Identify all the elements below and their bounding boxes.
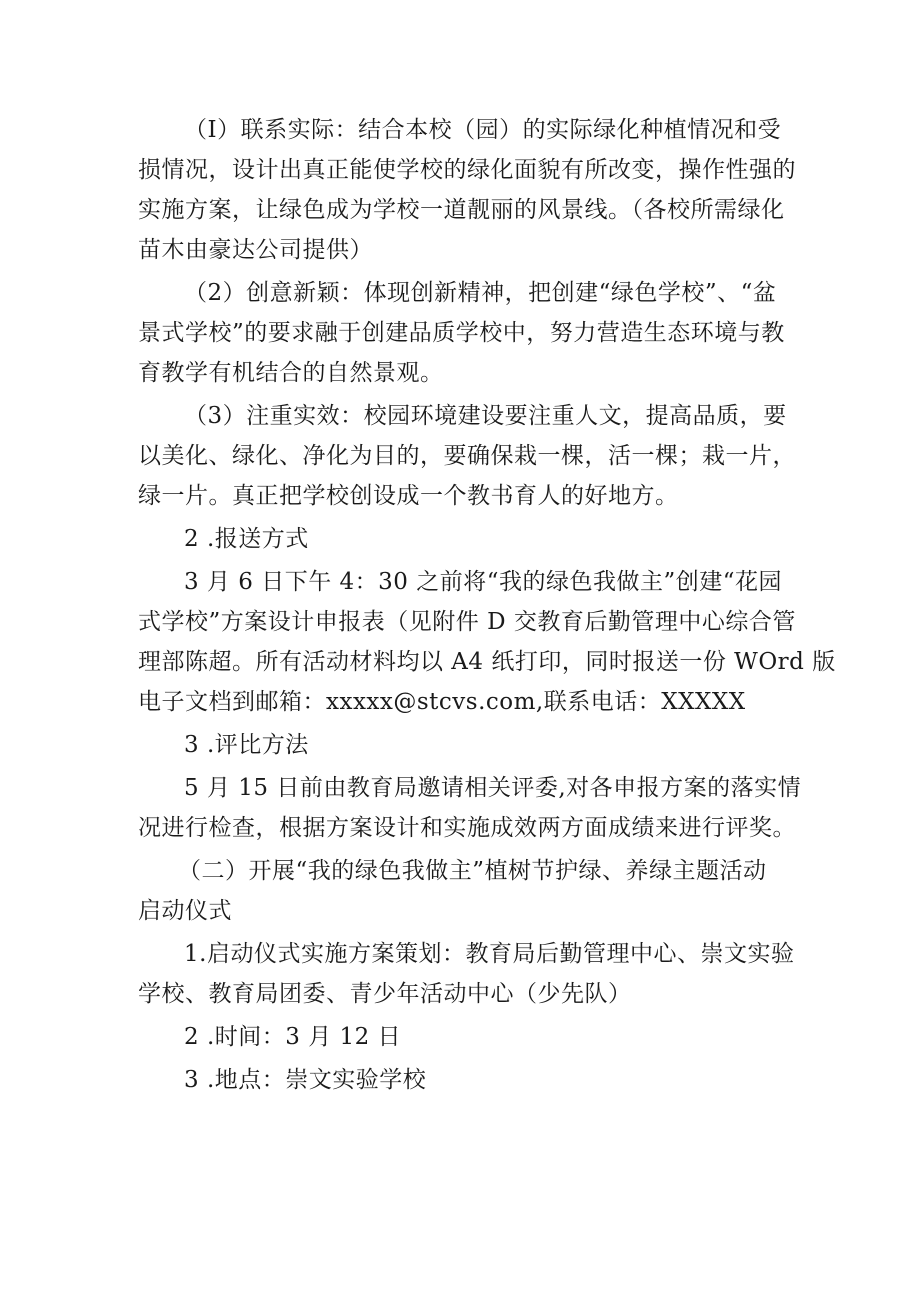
document-body [138,110,836,1103]
section-heading: 3 .评比方法 [184,732,309,758]
paragraph-item-2 [138,273,798,393]
text-line: 理部陈超。所有活动材料均以 A4 纸打印，同时报送一份 WOrd 版 [138,649,836,675]
heading-section-two [138,851,798,931]
text-line: 电子文档到邮箱：xxxxx@stcvs.com,联系电话：XXXXX [138,689,746,715]
text-line: 实施方案，让绿色成为学校一道靓丽的风景线。（各校所需绿化 [138,197,785,223]
heading-submit-method [138,519,798,559]
text-line: （I）联系实际：结合本校（园）的实际绿化种植情况和受 [184,117,782,143]
text-line: （2）创意新颖：体现创新精神，把创建“绿色学校”、“盆 [184,280,777,306]
text-line: 式学校”方案设计申报表（见附件 D 交教育后勤管理中心综合管 [138,609,796,635]
paragraph-judging-body [138,768,802,848]
paragraph-item-1 [138,110,798,270]
paragraph-plan [138,934,798,1014]
text-line: 2 .时间：3 月 12 日 [184,1024,402,1050]
text-line: 育教学有机结合的自然景观。 [138,360,444,386]
paragraph-item-3 [138,396,798,516]
text-line: 况进行检查，根据方案设计和实施成效两方面成绩来进行评奖。 [138,815,796,841]
paragraph-submit-body [138,562,836,722]
text-line: 1.启动仪式实施方案策划：教育局后勤管理中心、崇文实验 [184,941,795,967]
text-line: （3）注重实效：校园环境建设要注重人文，提高品质，要 [184,403,787,429]
paragraph-time [138,1017,798,1057]
text-line: 苗木由豪达公司提供） [138,237,373,263]
text-line: 损情况，设计出真正能使学校的绿化面貌有所改变，操作性强的 [138,157,796,183]
text-line: 3 月 6 日下午 4：30 之前将“我的绿色我做主”创建“花园 [184,569,782,595]
text-line: 景式学校”的要求融于创建品质学校中，努力营造生态环境与教 [138,320,785,346]
heading-judging-method [138,725,798,765]
text-line: 3 .地点：崇文实验学校 [184,1067,427,1093]
text-line: 学校、教育局团委、青少年活动中心（少先队） [138,981,632,1007]
text-line: 绿一片。真正把学校创设成一个教书育人的好地方。 [138,483,679,509]
paragraph-place [138,1060,798,1100]
section-heading: 2 .报送方式 [184,526,309,552]
text-line: 5 月 15 日前由教育局邀请相关评委,对各申报方案的落实情 [184,775,802,801]
text-line: 启动仪式 [138,898,232,924]
text-line: 以美化、绿化、净化为目的，要确保栽一棵，活一棵；栽一片， [138,443,796,469]
section-heading: （二）开展“我的绿色我做主”植树节护绿、养绿主题活动 [178,858,767,884]
